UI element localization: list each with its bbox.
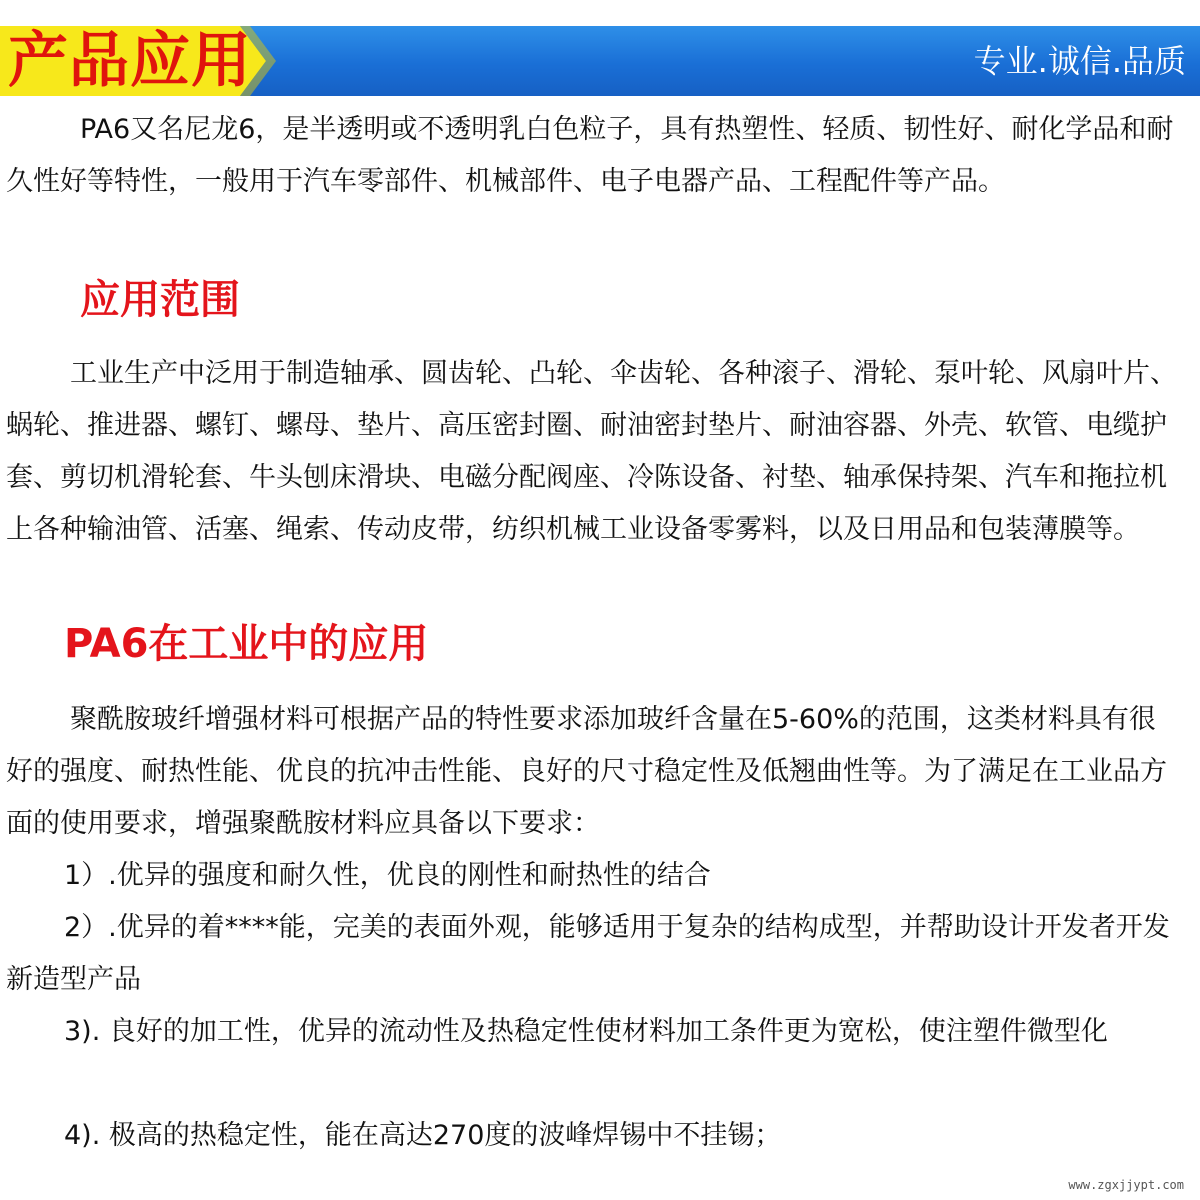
requirement-item-2: 2）.优异的着****能，完美的表面外观，能够适用于复杂的结构成型，并帮助设计开发者开发新造型产品 [6,912,1170,995]
header-banner [0,26,1200,96]
scope-heading: 应用范围 [80,277,240,323]
industry-heading: PA6在工业中的应用 [64,621,429,667]
site-watermark: www.zgxjjypt.com [1068,1178,1184,1192]
requirement-item-3: 3). 良好的加工性，优异的流动性及热稳定性使材料加工条件更为宽松，使注塑件微型化 [64,1016,1108,1047]
intro-paragraph: PA6又名尼龙6，是半透明或不透明乳白色粒子，具有热塑性、轻质、韧性好、耐化学品和耐久性好等特性，一般用于汽车零部件、机械部件、电子电器产品、工程配件等产品。 [6,114,1174,197]
industry-paragraph: 聚酰胺玻纤增强材料可根据产品的特性要求添加玻纤含量在5-60%的范围，这类材料具有很好的强度、耐热性能、优良的抗冲击性能、良好的尺寸稳定性及低翘曲性等。为了满足在工业品方面的使用要求，增强聚酰胺材料应具备以下要求： [6,704,1167,839]
requirement-item-1: 1）.优异的强度和耐久性，优良的刚性和耐热性的结合 [64,860,711,891]
banner-slogan: 专业.诚信.品质 [973,42,1186,80]
banner-title-tab [0,26,280,96]
banner-title: 产品应用 [8,26,252,96]
requirement-item-4: 4). 极高的热稳定性，能在高达270度的波峰焊锡中不挂锡； [64,1120,782,1151]
scope-paragraph: 工业生产中泛用于制造轴承、圆齿轮、凸轮、伞齿轮、各种滚子、滑轮、泵叶轮、风扇叶片、蜗轮、推进器、螺钉、螺母、垫片、高压密封圈、耐油密封垫片、耐油容器、外壳、软管、电缆护套、剪切机滑轮套、牛头刨床滑块、电磁分配阀座、冷陈设备、衬垫、轴承保持架、汽车和拖拉机上各种输油管、活塞、绳索、传动皮带，纺织机械工业设备零雾料，以及日用品和包装薄膜等。 [6,358,1177,545]
